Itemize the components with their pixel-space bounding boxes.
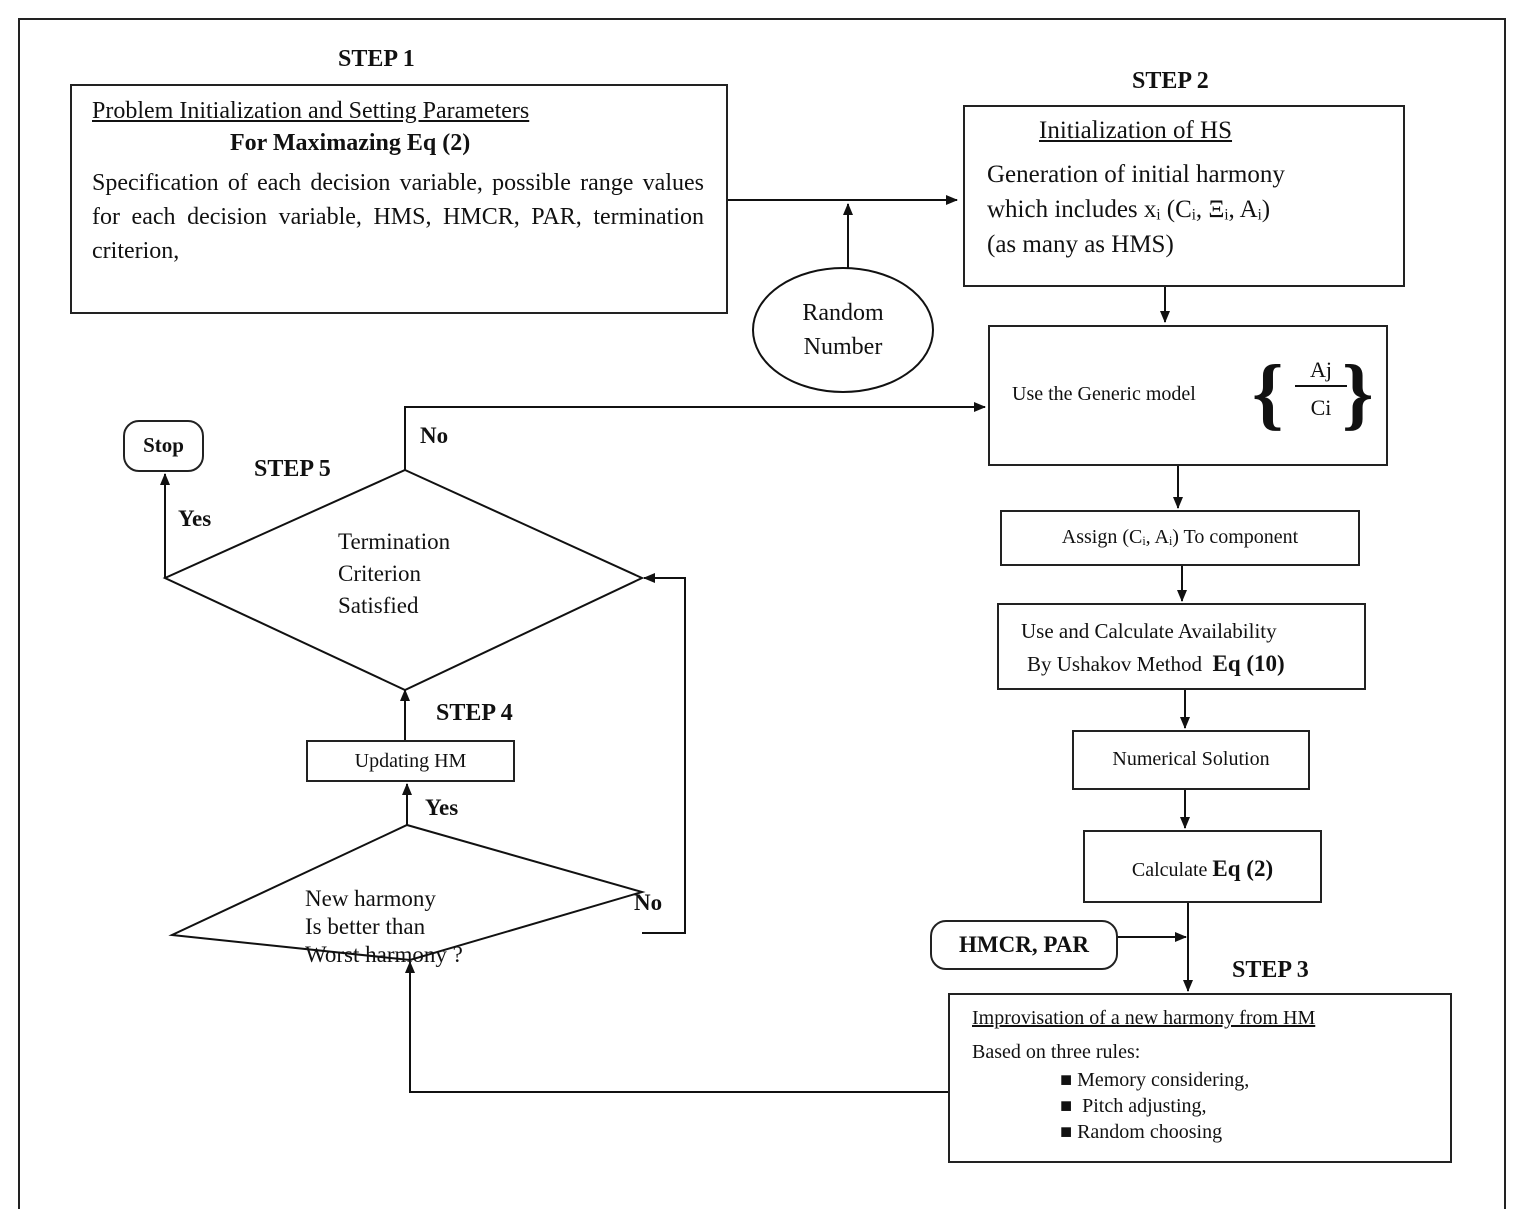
generic-fraction [1295,355,1347,423]
step5-label: STEP 5 [254,456,331,482]
step1-subtitle: For Maximazing Eq (2) [230,130,471,156]
step3-label: STEP 3 [1232,957,1309,983]
yes-label-update: Yes [425,795,459,820]
numerical-box [1072,730,1310,790]
availability-box [997,603,1366,690]
availability-eq: Eq (10) [1212,651,1285,676]
step1-box [70,84,728,314]
updating-hm-text: Updating HM [354,750,467,772]
rule-item: ■ Memory considering, [1060,1069,1250,1091]
calculate-label: Calculate [1131,859,1208,881]
calculate-box [1083,830,1322,903]
fraction-denominator: Ci [1310,395,1332,420]
stop-text: Stop [143,433,184,457]
step2-line1: Generation of initial harmony [987,161,1285,188]
step2-box [963,105,1405,287]
step1-title: Problem Initialization and Setting Parameters [92,98,530,124]
updating-hm-box [306,740,515,782]
left-brace: { [1252,350,1284,438]
term-line2: Criterion [338,561,422,586]
term-line3: Satisfied [338,593,419,618]
calculate-text [1085,856,1320,882]
step3-title: Improvisation of a new harmony from HM [972,1007,1316,1029]
hmcr-par-text: HMCR, PAR [959,932,1089,957]
step3-box [948,993,1452,1163]
availability-method: By Ushakov Method [1027,652,1202,676]
decision-new-harmony-text [305,885,463,969]
decision-new-line3: Worst harmony ? [305,942,463,967]
rule-item: ■ Pitch adjusting, [1060,1095,1207,1117]
term-line1: Termination [338,529,451,554]
arrow-no-loop [642,578,685,933]
decision-new-line1: New harmony [305,886,436,911]
random-line2: Number [803,334,883,360]
step2-body [987,157,1285,262]
stop-terminal [123,420,204,472]
step2-line2: which includes xᵢ (Cᵢ, Ξᵢ, Aᵢ) [987,196,1271,223]
generic-model-text: Use the Generic model [1012,383,1196,405]
right-brace: } [1342,350,1374,438]
hmcr-par-box [930,920,1118,970]
yes-label-stop: Yes [178,506,212,531]
assign-text: Assign (Cᵢ, Aᵢ) To component [1061,526,1299,548]
random-number-label [753,296,933,364]
step1-label: STEP 1 [338,46,415,72]
step4-label: STEP 4 [436,700,513,726]
no-label-loop: No [634,890,663,915]
fraction-numerator: Aj [1295,355,1347,387]
arrow-no-to-generic [405,407,985,470]
availability-line1: Use and Calculate Availability [1021,619,1277,643]
step3-rules [1060,1067,1249,1145]
arrow-step3-to-decision [410,962,948,1092]
step1-body: Specification of each decision variable, possible range values for each decision variable, HMS, HMCR, PAR, termination criterion, [92,170,704,264]
availability-line2 [1027,651,1285,677]
no-label-termination: No [420,423,449,448]
generic-model-box [988,325,1388,466]
rule-item: ■ Random choosing [1060,1121,1223,1143]
numerical-text: Numerical Solution [1112,748,1270,770]
step3-intro: Based on three rules: [972,1041,1141,1063]
random-line1: Random [802,300,884,326]
assign-box [1000,510,1360,566]
step2-line3: (as many as HMS) [987,231,1174,258]
step2-label: STEP 2 [1132,68,1209,94]
calculate-eq: Eq (2) [1212,856,1274,881]
decision-new-line2: Is better than [305,914,426,939]
step2-title: Initialization of HS [1039,117,1233,144]
decision-termination-text [338,526,450,622]
